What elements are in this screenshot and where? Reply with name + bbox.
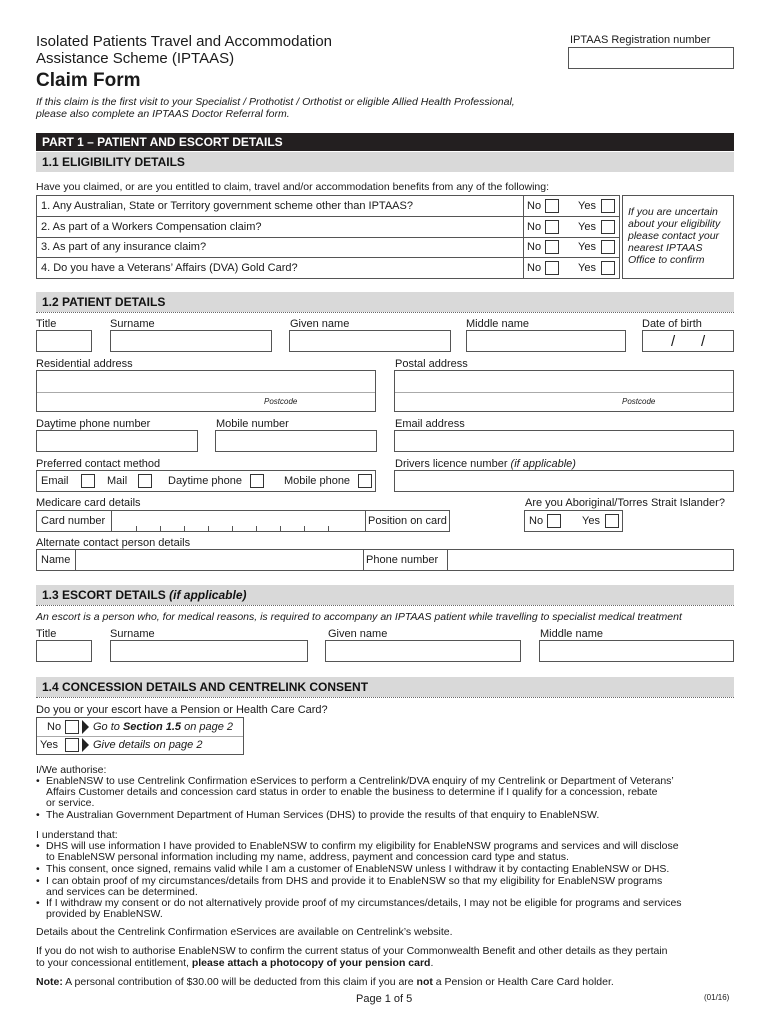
- row2-no-label: No: [527, 221, 542, 233]
- dob-separator-2: /: [701, 333, 706, 350]
- section-1-3-title: 1.3 ESCORT DETAILS: [42, 588, 166, 602]
- patient-dob-field[interactable]: [642, 330, 734, 352]
- section-1-2-header: 1.2 PATIENT DETAILS: [36, 292, 734, 312]
- divider: [36, 605, 734, 606]
- und-bullet-1: • DHS will use information I have provided to EnableNSW to confirm my eligibility for EnableNSW programs and services and will disclose to EnableNSW personal information including my name, address, payment and concession card type and status.: [36, 841, 736, 863]
- note-line-4: nearest IPTAAS: [628, 242, 703, 254]
- note-bold: not: [416, 976, 433, 988]
- title-line-1: Isolated Patients Travel and Accommodation: [36, 33, 333, 50]
- patient-title-field[interactable]: [36, 330, 92, 352]
- concession-yes-checkbox[interactable]: [65, 738, 79, 752]
- row3-no-checkbox[interactable]: [545, 240, 559, 254]
- eligibility-row-4: 4. Do you have a Veterans’ Affairs (DVA) Gold Card?: [41, 262, 298, 274]
- registration-label: IPTAAS Registration number: [570, 34, 711, 46]
- auth-bullet-1: • EnableNSW to use Centrelink Confirmation eServices to perform a Centrelink/DVA enquiry of my Centrelink or Department of Veterans’ Affairs Customer details and concession card status in order to enable the business to determine if I qualify for a concession, rebate or service.: [36, 776, 736, 809]
- patient-middle-field[interactable]: [466, 330, 626, 352]
- row2-no-checkbox[interactable]: [545, 220, 559, 234]
- part1-header: PART 1 – PATIENT AND ESCORT DETAILS: [36, 133, 734, 151]
- postal-postcode-label: Postcode: [622, 397, 656, 406]
- eligibility-question: Have you claimed, or are you entitled to claim, travel and/or accommodation benefits from any of the following:: [36, 181, 550, 193]
- concession-no-checkbox[interactable]: [65, 720, 79, 734]
- eligibility-note: [622, 195, 734, 279]
- patient-dob-label: Date of birth: [642, 318, 702, 330]
- understand-heading: I understand that:: [36, 829, 118, 841]
- opt-day-label: Daytime phone: [168, 475, 242, 487]
- atsi-group: [524, 510, 623, 532]
- und-bullet-2: • This consent, once signed, remains valid while I am a customer of EnableNSW unless I withdraw it by contacting EnableNSW or DHS.: [36, 863, 670, 875]
- licence-field[interactable]: [394, 470, 734, 492]
- no-action-post: on page 2: [181, 721, 234, 733]
- form-title: Claim Form: [36, 70, 141, 91]
- atsi-no-label: No: [529, 515, 544, 527]
- concession-yes-action: Give details on page 2: [93, 739, 203, 751]
- if-not-pre: to your concessional entitlement,: [36, 957, 192, 969]
- email-field[interactable]: [394, 430, 734, 452]
- row1-yes-label: Yes: [578, 200, 596, 212]
- row1-yes-checkbox[interactable]: [601, 199, 615, 213]
- und-b1-l1: DHS will use information I have provided to EnableNSW to confirm my eligibility for EnableNSW programs and services and will disclose: [46, 840, 679, 852]
- residential-address-field[interactable]: [36, 370, 376, 412]
- atsi-yes-label: Yes: [582, 515, 600, 527]
- if-not-authorise: [36, 945, 736, 969]
- email-label: Email address: [395, 418, 465, 430]
- note-line-2: about your eligibility: [628, 218, 721, 230]
- escort-surname-field[interactable]: [110, 640, 308, 662]
- eservices-details: Details about the Centrelink Confirmation eServices are available on Centrelink’s website.: [36, 926, 453, 938]
- if-not-post: .: [430, 957, 434, 969]
- concession-no-action: [93, 721, 233, 733]
- residential-label: Residential address: [36, 358, 133, 370]
- note-pre: A personal contribution of $30.00 will be deducted from this claim if you are: [62, 976, 417, 988]
- intro-text: [36, 96, 515, 120]
- no-action-bold: Section 1.5: [122, 721, 182, 733]
- authorise-heading: I/We authorise:: [36, 764, 107, 776]
- note-label: Note:: [36, 976, 63, 988]
- page-number: Page 1 of 5: [356, 993, 413, 1005]
- arrow-icon: [82, 738, 89, 752]
- patient-surname-label: Surname: [110, 318, 155, 330]
- alt-name-field[interactable]: [75, 550, 364, 570]
- row4-no-checkbox[interactable]: [545, 261, 559, 275]
- licence-note: (if applicable): [510, 458, 576, 470]
- opt-mobile-checkbox[interactable]: [358, 474, 372, 488]
- card-number-label: Card number: [41, 515, 106, 527]
- eligibility-row-1: 1. Any Australian, State or Territory government scheme other than IPTAAS?: [41, 200, 413, 212]
- alt-contact-label: Alternate contact person details: [36, 537, 191, 549]
- section-1-3-header: [36, 585, 734, 605]
- und-bullet-3: • I can obtain proof of my circumstances/details from DHS and provide it to EnableNSW so that my eligibility for EnableNSW programs and services can be determined.: [36, 876, 736, 898]
- preferred-contact-group: [36, 470, 376, 492]
- note-line-1: If you are uncertain: [628, 206, 718, 218]
- residential-postcode-label: Postcode: [264, 397, 298, 406]
- row1-no-label: No: [527, 200, 542, 212]
- row1-no-checkbox[interactable]: [545, 199, 559, 213]
- row3-no-label: No: [527, 241, 542, 253]
- card-number-field[interactable]: [111, 511, 364, 531]
- row2-yes-checkbox[interactable]: [601, 220, 615, 234]
- postal-address-field[interactable]: [394, 370, 734, 412]
- title-line-2: Assistance Scheme (IPTAAS): [36, 50, 235, 67]
- opt-email-label: Email: [41, 475, 69, 487]
- if-not-line-1: If you do not wish to authorise EnableNSW to confirm the current status of your Commonwealth Benefit and other details as they pertain: [36, 945, 668, 957]
- day-phone-label: Daytime phone number: [36, 418, 151, 430]
- mobile-label: Mobile number: [216, 418, 289, 430]
- auth-b1-l3: or service.: [46, 797, 95, 809]
- medicare-label: Medicare card details: [36, 497, 141, 509]
- intro-line-2: please also complete an IPTAAS Doctor Referral form.: [36, 108, 290, 120]
- row4-yes-checkbox[interactable]: [601, 261, 615, 275]
- note-post: a Pension or Health Care Card holder.: [432, 976, 614, 988]
- patient-given-label: Given name: [290, 318, 350, 330]
- no-action-pre: Go to: [93, 721, 123, 733]
- auth-b1-l2: Affairs Customer details and concession card status in order to enable the business to determine if I qualify for a concession, rebate: [46, 786, 658, 798]
- eligibility-row-3: 3. As part of any insurance claim?: [41, 241, 207, 253]
- escort-surname-label: Surname: [110, 628, 155, 640]
- divider: [36, 312, 734, 313]
- row2-yes-label: Yes: [578, 221, 596, 233]
- und-b1-l2: to EnableNSW personal information including my name, address, payment and concession card type and status.: [46, 851, 569, 863]
- day-phone-field[interactable]: [36, 430, 198, 452]
- alt-name-label: Name: [41, 554, 71, 566]
- licence-label-group: [395, 458, 576, 470]
- patient-given-field[interactable]: [289, 330, 451, 352]
- und-b4-l2: provided by EnableNSW.: [46, 908, 163, 920]
- auth-bullet-2: • The Australian Government Department of Human Services (DHS) to provide the results of that enquiry to EnableNSW.: [36, 809, 600, 821]
- form-version: (01/16): [704, 993, 730, 1002]
- note-line-5: Office to confirm: [628, 254, 705, 266]
- escort-title-field[interactable]: [36, 640, 92, 662]
- atsi-label: Are you Aboriginal/Torres Strait Islander?: [525, 497, 725, 509]
- atsi-yes-checkbox[interactable]: [605, 514, 619, 528]
- und-b3-l1: I can obtain proof of my circumstances/details from DHS and provide it to EnableNSW so that my eligibility for EnableNSW programs: [46, 875, 663, 887]
- position-label: Position on card: [365, 511, 447, 531]
- und-bullet-4: • If I withdraw my consent or do not alternatively provide proof of my circumstances/details, I may not be eligible for programs and services provided by EnableNSW.: [36, 898, 736, 920]
- mobile-field[interactable]: [215, 430, 377, 452]
- row3-yes-label: Yes: [578, 241, 596, 253]
- section-1-1-header: 1.1 ELIGIBILITY DETAILS: [36, 152, 734, 172]
- opt-mobile-label: Mobile phone: [284, 475, 351, 487]
- concession-yes-label: Yes: [40, 739, 58, 751]
- divider: [36, 697, 734, 698]
- note-line-3: please contact your: [628, 230, 720, 242]
- escort-title-label: Title: [36, 628, 57, 640]
- auth-b2-l1: The Australian Government Department of Human Services (DHS) to provide the results of that enquiry to EnableNSW.: [46, 809, 600, 821]
- header-title: [36, 33, 332, 67]
- concession-question: Do you or your escort have a Pension or Health Care Card?: [36, 704, 328, 716]
- registration-number-field[interactable]: [568, 47, 734, 69]
- concession-options: [36, 717, 244, 755]
- escort-middle-field[interactable]: [539, 640, 734, 662]
- und-b4-l1: If I withdraw my consent or do not alternatively provide proof of my circumstances/details, I may not be eligible for programs and services: [46, 897, 682, 909]
- patient-title-label: Title: [36, 318, 57, 330]
- section-1-4-header: 1.4 CONCESSION DETAILS AND CENTRELINK CONSENT: [36, 677, 734, 697]
- preferred-contact-label: Preferred contact method: [36, 458, 161, 470]
- alt-phone-label: Phone number: [363, 550, 438, 570]
- opt-day-checkbox[interactable]: [250, 474, 264, 488]
- alt-phone-field[interactable]: [447, 550, 734, 570]
- opt-mail-label: Mail: [107, 475, 128, 487]
- auth-b1-l1: EnableNSW to use Centrelink Confirmation eServices to perform a Centrelink/DVA enquiry of my Centrelink or Department of Veterans’: [46, 775, 674, 787]
- row3-yes-checkbox[interactable]: [601, 240, 615, 254]
- if-not-bold: please attach a photocopy of your pension card: [191, 957, 431, 969]
- eligibility-table: [36, 195, 620, 279]
- arrow-icon: [82, 720, 89, 734]
- section-1-3-note: (if applicable): [169, 588, 247, 602]
- atsi-no-checkbox[interactable]: [547, 514, 561, 528]
- contribution-note: [36, 976, 736, 988]
- row4-yes-label: Yes: [578, 262, 596, 274]
- alt-contact-group: [36, 549, 734, 571]
- escort-given-label: Given name: [328, 628, 388, 640]
- concession-no-label: No: [47, 721, 62, 733]
- escort-middle-label: Middle name: [540, 628, 603, 640]
- intro-line-1: If this claim is the first visit to your Specialist / Prothotist / Orthotist or eligible Allied Health Professional,: [36, 96, 515, 108]
- postal-label: Postal address: [395, 358, 468, 370]
- escort-given-field[interactable]: [325, 640, 521, 662]
- row4-no-label: No: [527, 262, 542, 274]
- eligibility-row-2: 2. As part of a Workers Compensation claim?: [41, 221, 262, 233]
- opt-mail-checkbox[interactable]: [138, 474, 152, 488]
- escort-description: An escort is a person who, for medical reasons, is required to accompany an IPTAAS patient while travelling to specialist medical treatment: [36, 611, 682, 623]
- patient-surname-field[interactable]: [110, 330, 272, 352]
- opt-email-checkbox[interactable]: [81, 474, 95, 488]
- und-b2-l1: This consent, once signed, remains valid while I am a customer of EnableNSW unless I withdraw it by contacting EnableNSW or DHS.: [46, 863, 670, 875]
- medicare-card-group: [36, 510, 450, 532]
- und-b3-l2: and services can be determined.: [46, 886, 198, 898]
- patient-middle-label: Middle name: [466, 318, 529, 330]
- licence-label: Drivers licence number: [395, 458, 508, 470]
- dob-separator-1: /: [671, 333, 676, 350]
